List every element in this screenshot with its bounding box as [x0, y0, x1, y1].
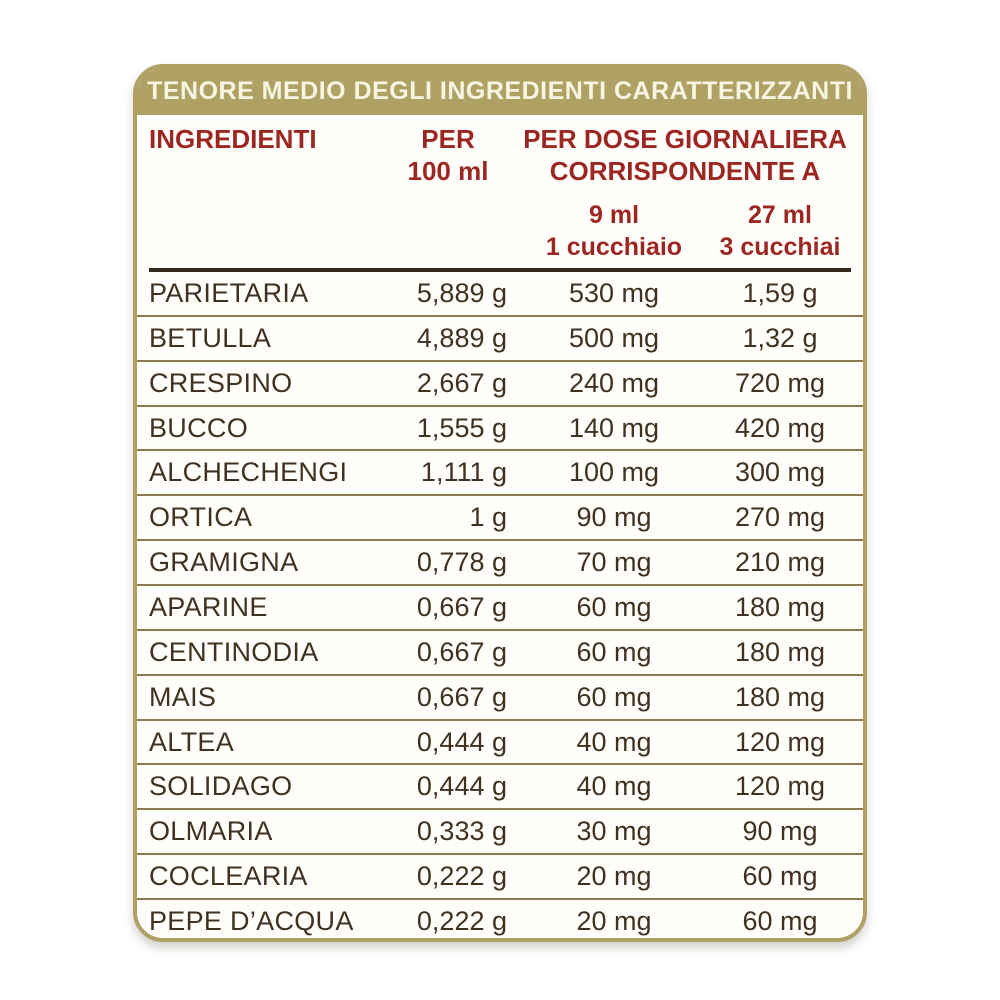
- ingredient-name: COCLEARIA: [149, 861, 308, 892]
- ingredient-name: MAIS: [149, 681, 217, 712]
- dose-27ml-value: 210 mg: [734, 547, 826, 578]
- dose2-amount: 27 ml: [748, 201, 812, 229]
- dose-9ml-value: 530 mg: [568, 277, 660, 308]
- dose1-amount: 9 ml: [588, 201, 640, 229]
- ingredient-name: CRESPINO: [149, 367, 293, 398]
- ingredient-name: OLMARIA: [149, 816, 273, 847]
- table-row: [137, 584, 863, 629]
- per-100ml-value: 0,778 g: [416, 547, 507, 578]
- dose-9ml-value: 70 mg: [576, 547, 652, 578]
- dose-27ml-value: 180 mg: [734, 591, 826, 622]
- per-100ml-value: 4,889 g: [416, 322, 507, 353]
- dose-9ml-value: 40 mg: [576, 771, 652, 802]
- table-row: [137, 853, 863, 898]
- spacer: [389, 231, 519, 263]
- dose-27ml-value: 90 mg: [742, 816, 818, 847]
- dose-9ml-value: 20 mg: [576, 905, 652, 936]
- per-100ml-value: 1,555 g: [416, 412, 507, 443]
- dose-9ml-value: 140 mg: [568, 412, 660, 443]
- table-row: [137, 272, 863, 315]
- table-row: [137, 763, 863, 808]
- table-row: [137, 674, 863, 719]
- ingredient-name: ORTICA: [149, 502, 253, 533]
- dose-9ml-value: 40 mg: [576, 726, 652, 757]
- dose-27ml-value: 1,59 g: [742, 277, 818, 308]
- ingredient-name: ALCHECHENGI: [149, 457, 348, 488]
- spacer: [149, 231, 389, 263]
- ingredient-name: PEPE D’ACQUA: [149, 905, 354, 936]
- per-100ml-value: 0,222 g: [416, 861, 507, 892]
- col-header-ingredients: INGREDIENTI: [149, 124, 317, 154]
- dose-27ml-value: 300 mg: [734, 457, 826, 488]
- table-row: [137, 360, 863, 405]
- table-row: [137, 808, 863, 853]
- header-line-2: [149, 155, 851, 187]
- dose-27ml-value: 60 mg: [742, 905, 818, 936]
- dose-27ml-value: 120 mg: [734, 726, 826, 757]
- dose-27ml-value: 120 mg: [734, 771, 826, 802]
- ingredient-name: BETULLA: [149, 322, 272, 353]
- ingredient-name: CENTINODIA: [149, 636, 319, 667]
- table-title: TENORE MEDIO DEGLI INGREDIENTI CARATTERIZZANTI: [147, 77, 853, 105]
- table-row: [137, 449, 863, 494]
- dose-9ml-value: 100 mg: [568, 457, 660, 488]
- dose-27ml-value: 420 mg: [734, 412, 826, 443]
- spacer: [149, 155, 389, 187]
- header-line-3: [149, 199, 851, 231]
- per-100ml-value: 0,667 g: [416, 591, 507, 622]
- header-line-1: [149, 123, 851, 155]
- table-body: [137, 272, 863, 942]
- ingredient-name: SOLIDAGO: [149, 771, 293, 802]
- dose-9ml-value: 60 mg: [576, 591, 652, 622]
- col-header-per: PER: [421, 124, 475, 154]
- per-100ml-value: 0,222 g: [416, 905, 507, 936]
- dose-27ml-value: 270 mg: [734, 502, 826, 533]
- per-100ml-value: 5,889 g: [416, 277, 507, 308]
- dose-27ml-value: 60 mg: [742, 861, 818, 892]
- per-100ml-value: 0,667 g: [416, 636, 507, 667]
- ingredient-name: ALTEA: [149, 726, 235, 757]
- dose-9ml-value: 60 mg: [576, 681, 652, 712]
- table-row: [137, 629, 863, 674]
- dose-9ml-value: 500 mg: [568, 322, 660, 353]
- table-row: [137, 539, 863, 584]
- dose2-unit: 3 cucchiai: [719, 233, 841, 261]
- per-100ml-value: 0,333 g: [416, 816, 507, 847]
- title-band: [137, 68, 863, 115]
- spacer: [389, 199, 519, 231]
- dose-27ml-value: 1,32 g: [742, 322, 818, 353]
- per-100ml-value: 2,667 g: [416, 367, 507, 398]
- label-card: [133, 64, 867, 942]
- spacer: [149, 199, 389, 231]
- ingredient-name: PARIETARIA: [149, 277, 309, 308]
- col-header-daily-dose-sub: CORRISPONDENTE A: [549, 156, 821, 186]
- ingredient-name: BUCCO: [149, 412, 249, 443]
- table-row: [137, 898, 863, 942]
- per-100ml-value: 0,444 g: [416, 726, 507, 757]
- dose-9ml-value: 240 mg: [568, 367, 660, 398]
- table-row: [137, 315, 863, 360]
- header-line-4: [149, 231, 851, 263]
- dose-27ml-value: 720 mg: [734, 367, 826, 398]
- table-header: [137, 115, 863, 272]
- dose-9ml-value: 30 mg: [576, 816, 652, 847]
- dose-9ml-value: 90 mg: [576, 502, 652, 533]
- table-row: [137, 405, 863, 450]
- per-100ml-value: 0,444 g: [416, 771, 507, 802]
- per-100ml-value: 0,667 g: [416, 681, 507, 712]
- per-100ml-value: 1 g: [469, 502, 507, 533]
- dose-27ml-value: 180 mg: [734, 681, 826, 712]
- col-header-per-sub: 100 ml: [407, 156, 489, 186]
- dose-27ml-value: 180 mg: [734, 636, 826, 667]
- col-header-daily-dose: PER DOSE GIORNALIERA: [523, 124, 847, 154]
- table-row: [137, 494, 863, 539]
- dose1-unit: 1 cucchiaio: [545, 233, 683, 261]
- per-100ml-value: 1,111 g: [420, 457, 507, 488]
- ingredient-name: GRAMIGNA: [149, 547, 299, 578]
- dose-9ml-value: 60 mg: [576, 636, 652, 667]
- dose-9ml-value: 20 mg: [576, 861, 652, 892]
- table-row: [137, 719, 863, 764]
- ingredient-name: APARINE: [149, 591, 268, 622]
